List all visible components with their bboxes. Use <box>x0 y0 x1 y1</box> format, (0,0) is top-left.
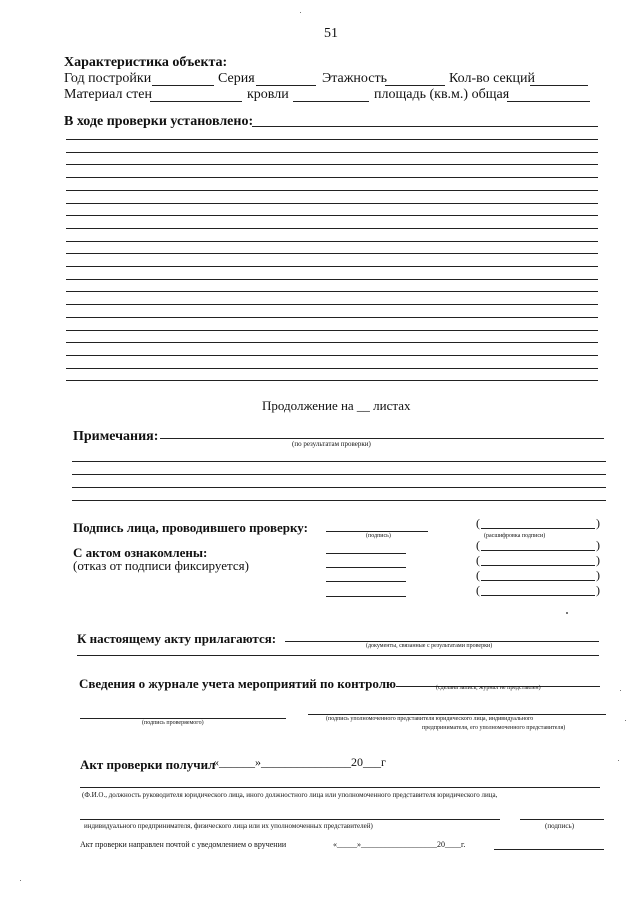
mail-text: Акт проверки направлен почтой с уведомлением о вручении <box>80 840 287 849</box>
inspected-caption: (подпись проверяемого) <box>142 720 204 726</box>
roof-label: кровли <box>247 87 289 102</box>
scan-speck <box>625 720 626 721</box>
inspection-line[interactable] <box>66 139 598 140</box>
representative-caption-1: (подпись уполномоченного представителя юридического лица, индивидуального <box>326 716 534 722</box>
inspection-line[interactable] <box>66 291 598 292</box>
scan-speck <box>300 12 301 13</box>
receipt-date[interactable]: «______»_______________20___г <box>213 755 386 769</box>
inspection-line-first[interactable] <box>252 126 598 127</box>
inspection-line[interactable] <box>66 228 598 229</box>
decoding-caption: (расшифровка подписи) <box>484 533 546 539</box>
scan-speck <box>618 760 619 761</box>
page-number: 51 <box>324 26 338 41</box>
wall-material-field[interactable] <box>150 101 242 102</box>
journal-caption: (сделана запись, журнал не представлен) <box>436 685 541 691</box>
acquainted-decoding-4[interactable]: ( ) <box>476 583 600 597</box>
roof-field[interactable] <box>293 101 369 102</box>
inspection-line[interactable] <box>66 203 598 204</box>
year-label: Год постройки <box>64 71 152 86</box>
mail-date[interactable]: «_____»___________________20____г. <box>333 840 466 849</box>
inspection-line[interactable] <box>66 177 598 178</box>
notes-label: Примечания: <box>73 429 159 444</box>
receipt-signature-caption: (подпись) <box>545 822 575 830</box>
floors-label: Этажность <box>322 71 387 86</box>
inspection-line[interactable] <box>66 266 598 267</box>
receipt-fio-line-2[interactable] <box>80 819 500 820</box>
receipt-fio-field[interactable] <box>80 787 600 788</box>
year-field[interactable] <box>152 85 214 86</box>
mail-signature-field[interactable] <box>494 849 604 850</box>
attachments-caption: (документы, связанные с результатами проверки) <box>366 643 493 649</box>
series-field[interactable] <box>256 85 316 86</box>
attachments-label: К настоящему акту прилагаются: <box>77 631 277 646</box>
signature-caption: (подпись) <box>366 533 391 539</box>
notes-line-first[interactable] <box>160 438 604 439</box>
scan-speck <box>566 612 568 614</box>
inspection-line[interactable] <box>66 215 598 216</box>
acquainted-decoding-3[interactable]: ( ) <box>476 568 600 582</box>
sections-label: Кол-во секций <box>449 71 535 86</box>
inspector-signature-label: Подпись лица, проводившего проверку: <box>73 520 308 535</box>
floors-field[interactable] <box>385 85 445 86</box>
representative-caption-2: предпринимателя, его уполномоченного представителя) <box>422 725 566 731</box>
fio-caption-2: индивидуального предпринимателя, физического лица или их уполномоченных представителей) <box>84 822 373 830</box>
area-field[interactable] <box>507 101 590 102</box>
refusal-label: (отказ от подписи фиксируется) <box>73 558 249 573</box>
fio-caption-1: (Ф.И.О., должность руководителя юридического лица, иного должностного лица или уполномоченного представителя юридического лица, <box>82 791 498 799</box>
attachments-field[interactable] <box>285 641 599 642</box>
series-label: Серия <box>218 71 255 86</box>
inspection-line[interactable] <box>66 164 598 165</box>
inspected-signature-field[interactable] <box>80 718 286 719</box>
notes-line-5[interactable] <box>72 500 606 501</box>
inspector-signature-field[interactable] <box>326 531 428 532</box>
scan-speck <box>20 880 21 881</box>
acquainted-signature-2[interactable] <box>326 567 406 568</box>
inspection-line[interactable] <box>66 152 598 153</box>
inspection-line[interactable] <box>66 190 598 191</box>
inspection-line[interactable] <box>66 342 598 343</box>
acquainted-signature-3[interactable] <box>326 581 406 582</box>
inspection-line[interactable] <box>66 380 598 381</box>
inspection-line[interactable] <box>66 279 598 280</box>
wall-material-label: Материал стен <box>64 87 152 102</box>
inspection-line[interactable] <box>66 330 598 331</box>
acquainted-decoding-2[interactable]: ( ) <box>476 553 600 567</box>
acquainted-decoding-1[interactable]: ( ) <box>476 538 600 552</box>
inspection-line[interactable] <box>66 253 598 254</box>
acquainted-signature-1[interactable] <box>326 553 406 554</box>
notes-caption: (по результатам проверки) <box>292 440 371 448</box>
notes-line-2[interactable] <box>72 461 606 462</box>
representative-signature-field[interactable] <box>308 714 606 715</box>
inspection-line[interactable] <box>66 304 598 305</box>
characteristics-heading: Характеристика объекта: <box>64 55 228 70</box>
sections-field[interactable] <box>530 85 588 86</box>
inspection-heading: В ходе проверки установлено: <box>64 114 254 129</box>
inspector-decoding-field[interactable]: ( ) <box>476 516 600 530</box>
inspection-line[interactable] <box>66 241 598 242</box>
scan-speck <box>620 690 621 691</box>
receipt-signature-field[interactable] <box>520 819 604 820</box>
notes-line-4[interactable] <box>72 487 606 488</box>
area-label: площадь (кв.м.) общая <box>374 87 510 102</box>
notes-line-3[interactable] <box>72 474 606 475</box>
acquainted-label: С актом ознакомлены: <box>73 545 208 560</box>
receipt-label: Акт проверки получил <box>80 757 216 772</box>
inspection-line[interactable] <box>66 368 598 369</box>
attachments-line-2[interactable] <box>77 655 599 656</box>
inspection-line[interactable] <box>66 355 598 356</box>
continuation-text: Продолжение на __ листах <box>262 398 411 413</box>
acquainted-signature-4[interactable] <box>326 596 406 597</box>
inspection-line[interactable] <box>66 317 598 318</box>
journal-label: Сведения о журнале учета мероприятий по контролю <box>79 676 396 691</box>
